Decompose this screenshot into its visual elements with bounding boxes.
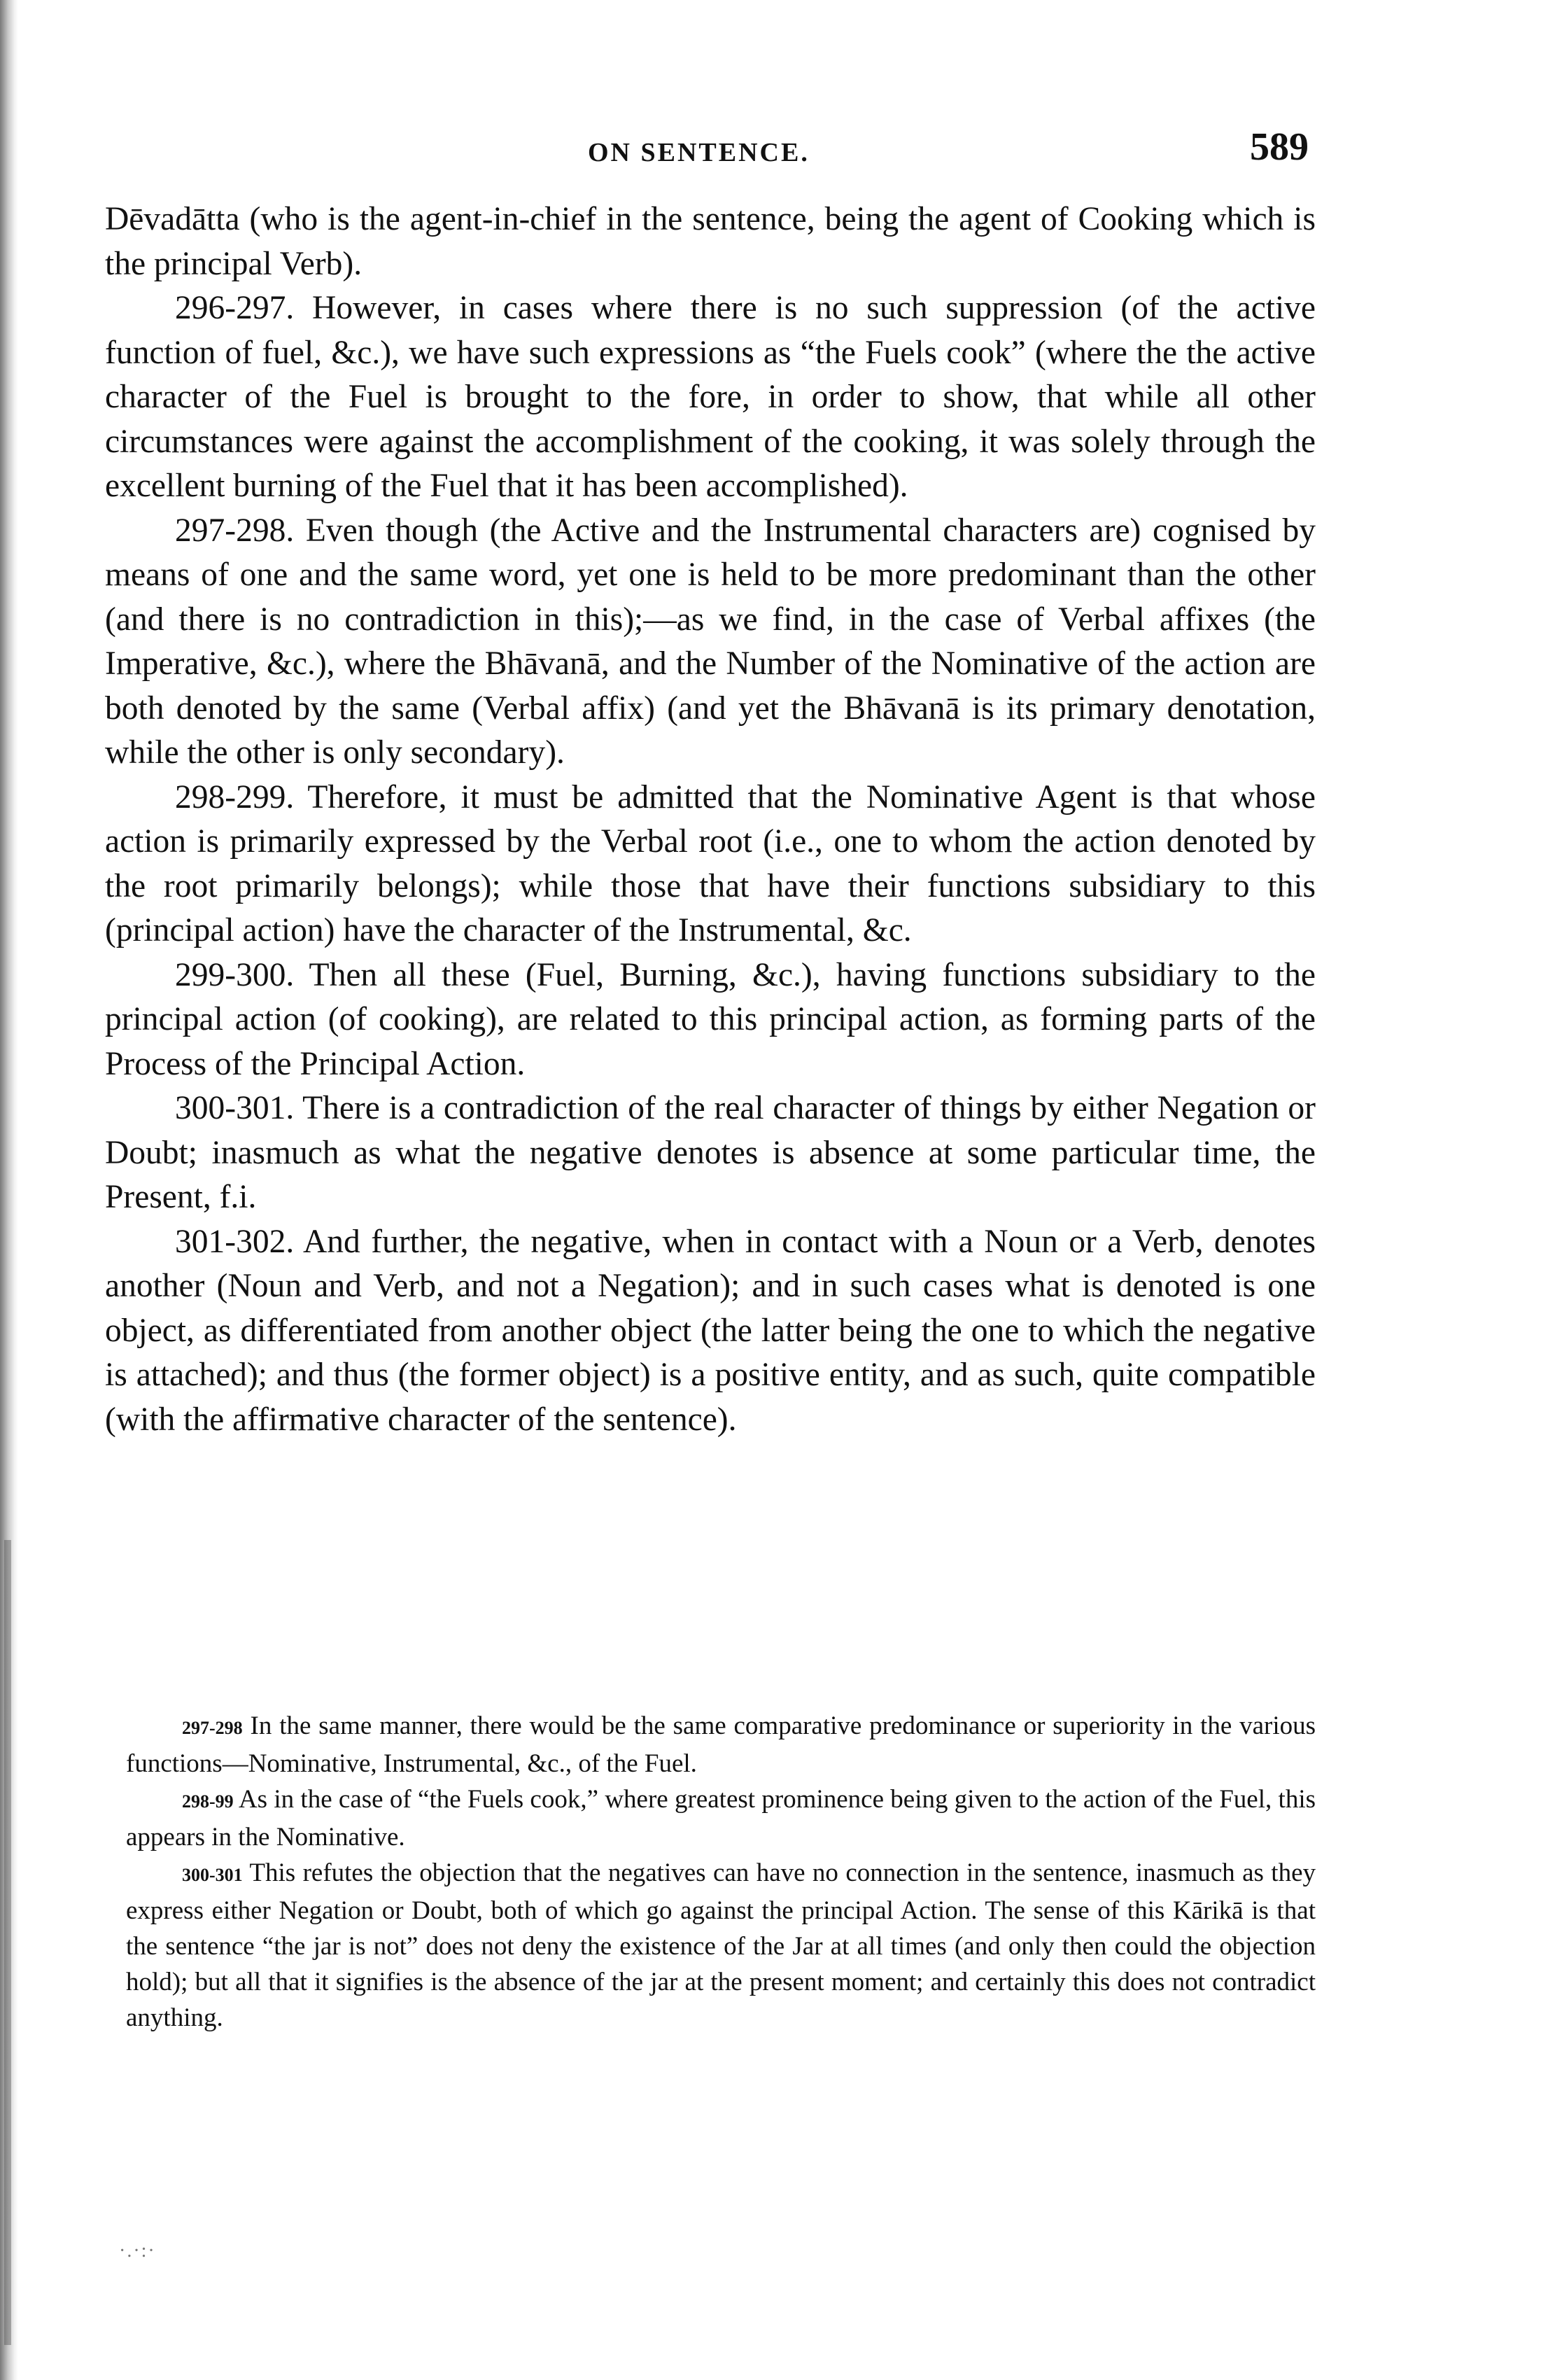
footnote-text: This refutes the objection that the negatives can have no connection in the sentence, inasmuch as they express either Negation or Doubt, both of which go against the principal Action. The sense of this Kārikā is that the sentence “the jar is not” does not deny the existence of the Jar at all times (and only then could the objection hold); but all that it signifies is the absence of the jar at the present moment; and certainly this does not contradict anything. bbox=[126, 1858, 1316, 2032]
page-header bbox=[112, 125, 1309, 181]
footnote-text: In the same manner, there would be the same comparative predominance or superiority in the various functions—Nominative, Instrumental, &c., of the Fuel. bbox=[126, 1712, 1316, 1778]
ink-smudge: ·.·:· bbox=[119, 2240, 156, 2262]
footnotes bbox=[126, 1708, 1316, 2036]
paragraph-299-300: 299-300. Then all these (Fuel, Burning, &c.), having functions subsidiary to the principal action (of cooking), are related to this principal action, as forming parts of the Process of the Principal Action. bbox=[105, 956, 1316, 1082]
footnote-number: 297-298 bbox=[182, 1718, 243, 1738]
paragraph-296-297: 296-297. However, in cases where there is no such suppression (of the active function of fuel, &c.), we have such expressions as “the Fuels cook” (where the the active character of the Fuel is brought to the fore, in order to show, that while all other circumstances were against the accomplishment of the cooking, it was solely through the excellent burning of the Fuel that it has been accomplished). bbox=[105, 290, 1316, 504]
footnote bbox=[126, 1855, 1316, 2036]
binding-mark bbox=[4, 1540, 11, 2345]
paragraph-301-302: 301-302. And further, the negative, when in contact with a Noun or a Verb, denotes another (Noun and Verb, and not a Negation); and in such cases what is denoted is one object, as differentiated from another object (the latter being the one to which the negative is attached); and thus (the former object) is a positive entity, and as such, quite compatible (with the affirmative character of the sentence). bbox=[105, 1223, 1316, 1438]
running-head: ON SENTENCE. bbox=[588, 138, 810, 167]
paragraph-300-301: 300-301. There is a contradiction of the real character of things by either Negation or Doubt; inasmuch as what the negative denotes is absence at some particular time, the Present, f.i. bbox=[105, 1090, 1316, 1215]
footnote bbox=[126, 1782, 1316, 1855]
footnote-text: As in the case of “the Fuels cook,” where greatest prominence being given to the action of the Fuel, this appears in the Nominative. bbox=[126, 1785, 1316, 1851]
paragraph-298-299: 298-299. Therefore, it must be admitted that the Nominative Agent is that whose action is primarily expressed by the Verbal root (i.e., one to whom the action denoted by the root primarily belongs); while those that have their functions subsidiary to this (principal action) have the character of the Instrumental, &c. bbox=[105, 778, 1316, 948]
main-text bbox=[105, 197, 1316, 1442]
footnote-number: 298-99 bbox=[182, 1791, 234, 1812]
footnote bbox=[126, 1708, 1316, 1782]
page-number: 589 bbox=[1250, 125, 1309, 169]
footnote-number: 300-301 bbox=[182, 1865, 243, 1885]
paragraph-297-298: 297-298. Even though (the Active and the Instrumental characters are) cognised by means of one and the same word, yet one is held to be more predominant than the other (and there is no contradiction in this);—as we find, in the case of Verbal affixes (the Imperative, &c.), where the Bhāvanā, and the Number of the Nominative of the action are both denoted by the same (Verbal affix) (and yet the Bhāvanā is its primary denotation, while the other is only secondary). bbox=[105, 512, 1316, 771]
paragraph-continuation: Dēvadātta (who is the agent-in-chief in the sentence, being the agent of Cooking which is the principal Verb). bbox=[105, 201, 1316, 282]
